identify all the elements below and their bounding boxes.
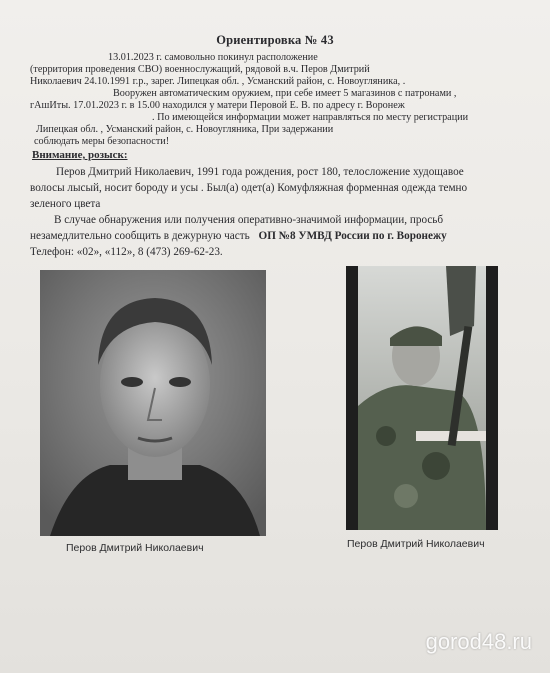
text-line: Николаевич 24.10.1991 г.р., зарег. Липецкая обл. , Усманский район, с. Новоугляника, .: [30, 76, 406, 87]
contact-line-text: незамедлительно сообщить в дежурную часть: [30, 230, 250, 242]
text-line: . По имеющейся информации может направляться по месту регистрации: [152, 112, 469, 123]
phone-line: Телефон: «02», «112», 8 (473) 269-62-23.: [30, 246, 223, 258]
contact-line: В случае обнаружения или получения оперативно-значимой информации, просьб: [54, 214, 444, 226]
police-department: ОП №8 УМВД России по г. Воронежу: [258, 230, 447, 242]
text-line: 13.01.2023 г. самовольно покинул расположение: [108, 52, 318, 63]
text-line: соблюдать меры безопасности!: [34, 136, 170, 147]
document-title: Ориентировка № 43: [216, 33, 334, 47]
suspect-soldier-photo: [346, 266, 498, 530]
wanted-heading: Внимание, розыск:: [32, 149, 128, 161]
text-line: гАшИты. 17.01.2023 г. в 15.00 находился у матери Перовой Е. В. по адресу г. Воронеж: [30, 100, 405, 111]
portrait-caption: Перов Дмитрий Николаевич: [66, 542, 204, 554]
description-line: волосы лысый, носит бороду и усы . Был(а) одет(а) Комуфляжная форменная одежда темно: [30, 182, 468, 194]
text-line: Липецкая обл. , Усманский район, с. Новоугляника, При задержании: [36, 124, 334, 135]
text-line: (территория проведения СВО) военнослужащий, рядовой в.ч. Перов Дмитрий: [30, 64, 370, 75]
site-watermark: gorod48.ru: [425, 629, 532, 654]
soldier-caption: Перов Дмитрий Николаевич: [347, 538, 485, 550]
suspect-portrait-photo: [40, 270, 266, 536]
text-line: Вооружен автоматическим оружием, при себе имеет 5 магазинов с патронами ,: [113, 88, 457, 99]
contact-line: [30, 230, 447, 243]
description-line: Перов Дмитрий Николаевич, 1991 года рождения, рост 180, телосложение худощавое: [56, 166, 464, 178]
description-line: зеленого цвета: [30, 198, 101, 210]
